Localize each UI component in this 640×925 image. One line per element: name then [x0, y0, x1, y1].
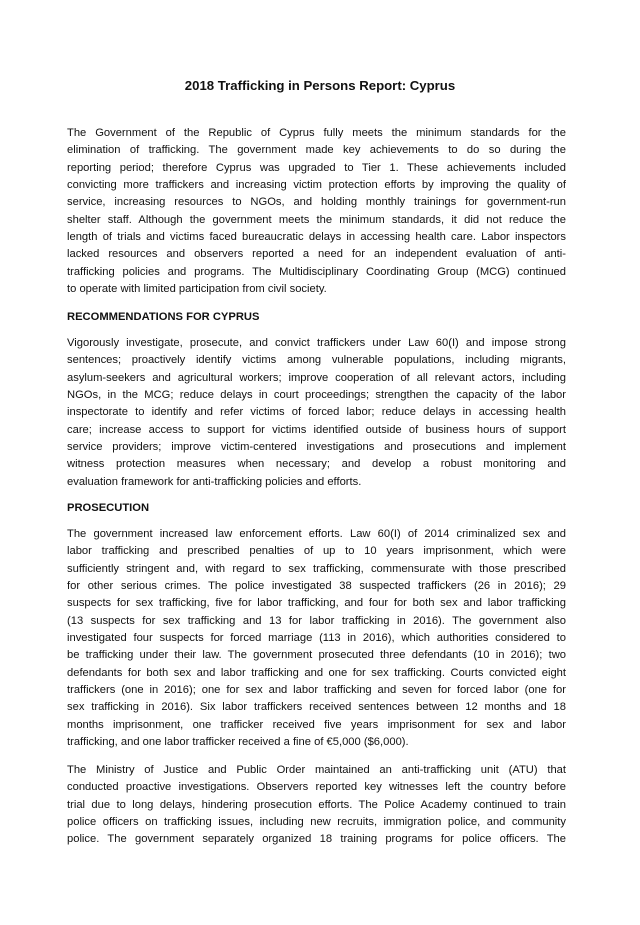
- text-line: asylum-seekers and agricultural workers; improve cooperation of all relevant actors, including: [67, 371, 566, 384]
- text-line: trafficking, and one labor trafficker received a fine of €5,000 ($6,000).: [67, 736, 409, 749]
- text-line: for other serious crimes. The police investigated 38 suspected traffickers (26 in 2016); 29: [67, 580, 566, 593]
- text-line: sex trafficking in 2016). Six labor traffickers received sentences between 12 months and 18: [67, 701, 566, 714]
- section-heading-prosecution: PROSECUTION: [67, 502, 150, 514]
- text-line: shelter staff. Although the government meets the minimum standards, it did not reduce the: [67, 213, 566, 226]
- text-line: care; increase access to support for victims identified outside of business hours of support: [67, 423, 566, 436]
- text-line: The Government of the Republic of Cyprus fully meets the minimum standards for the: [67, 127, 566, 139]
- text-line: reporting period; therefore Cyprus was upgraded to Tier 1. These achievements included: [67, 161, 566, 174]
- text-line: inspectorate to identify and refer victims of forced labor; reduce delays in accessing health: [67, 406, 566, 419]
- recommendations-paragraph: [67, 335, 566, 491]
- text-line: police. The government separately organized 18 training programs for police officers. The: [67, 833, 566, 846]
- document-title: 2018 Trafficking in Persons Report: Cyprus: [184, 78, 456, 93]
- text-line: months imprisonment, one trafficker received five years imprisonment for sex and labor: [67, 718, 566, 731]
- text-line: investigated four suspects for forced marriage (113 in 2016), which authorities considered to: [67, 632, 566, 645]
- text-line: to operate with limited participation from civil society.: [67, 283, 327, 296]
- text-line: sufficiently stringent and, with regard to sex trafficking, commensurate with those prescribed: [67, 562, 566, 575]
- text-line: defendants for both sex and labor trafficking and one for sex trafficking. Courts convicted eight: [67, 666, 566, 679]
- text-line: labor trafficking and prescribed penalties of up to 10 years imprisonment, which were: [67, 545, 566, 558]
- text-line: conducted proactive investigations. Observers reported key witnesses left the country before: [67, 781, 566, 794]
- text-line: service providers; improve victim-centered investigations and prosecutions and implement: [67, 441, 566, 454]
- text-line: The Ministry of Justice and Public Order maintained an anti-trafficking unit (ATU) that: [67, 764, 566, 776]
- section-heading-recommendations: RECOMMENDATIONS FOR CYPRUS: [67, 311, 260, 323]
- text-line: elimination of trafficking. The government made key achievements to do so during the: [67, 144, 566, 157]
- text-line: lacked resources and observers reported a need for an independent evaluation of anti-: [67, 248, 566, 261]
- prosecution-paragraph-1: [67, 526, 566, 751]
- text-line: evaluation framework for anti-trafficking policies and efforts.: [67, 475, 362, 488]
- text-line: The government increased law enforcement efforts. Law 60(I) of 2014 criminalized sex and: [67, 528, 566, 540]
- intro-paragraph: [67, 125, 566, 298]
- text-line: NGOs, in the MCG; reduce delays in court proceedings; strengthen the capacity of the labor: [67, 389, 566, 402]
- text-line: Vigorously investigate, prosecute, and convict traffickers under Law 60(I) and impose strong: [67, 337, 566, 349]
- text-line: sentences; proactively identify victims among vulnerable populations, including migrants,: [67, 354, 566, 367]
- text-line: police officers on trafficking issues, including new recruits, immigration police, and community: [67, 816, 566, 829]
- text-line: traffickers (one in 2016); one for sex and labor trafficking and seven for forced labor (one for: [67, 684, 566, 697]
- text-line: service, increasing resources to NGOs, and holding monthly trainings for government-run: [67, 196, 566, 209]
- text-line: (13 suspects for sex trafficking and 13 for labor trafficking in 2016). The government also: [67, 614, 566, 627]
- text-line: be trafficking under their law. The government prosecuted three defendants (10 in 2016); two: [67, 649, 566, 662]
- text-line: trafficking policies and programs. The Multidisciplinary Coordinating Group (MCG) continued: [67, 265, 566, 278]
- prosecution-paragraph-2: [67, 762, 566, 849]
- text-line: witness protection measures when necessary; and develop a robust monitoring and: [67, 458, 566, 471]
- text-line: length of trials and victims faced bureaucratic delays in accessing health care. Labor inspectors: [67, 231, 566, 244]
- text-line: trial due to long delays, hindering prosecution efforts. The Police Academy continued to train: [67, 798, 566, 811]
- text-line: convicting more traffickers and increasing victim protection efforts by improving the quality of: [67, 179, 566, 192]
- text-line: suspects for sex trafficking, five for labor trafficking, and four for both sex and labor trafficking: [67, 597, 566, 610]
